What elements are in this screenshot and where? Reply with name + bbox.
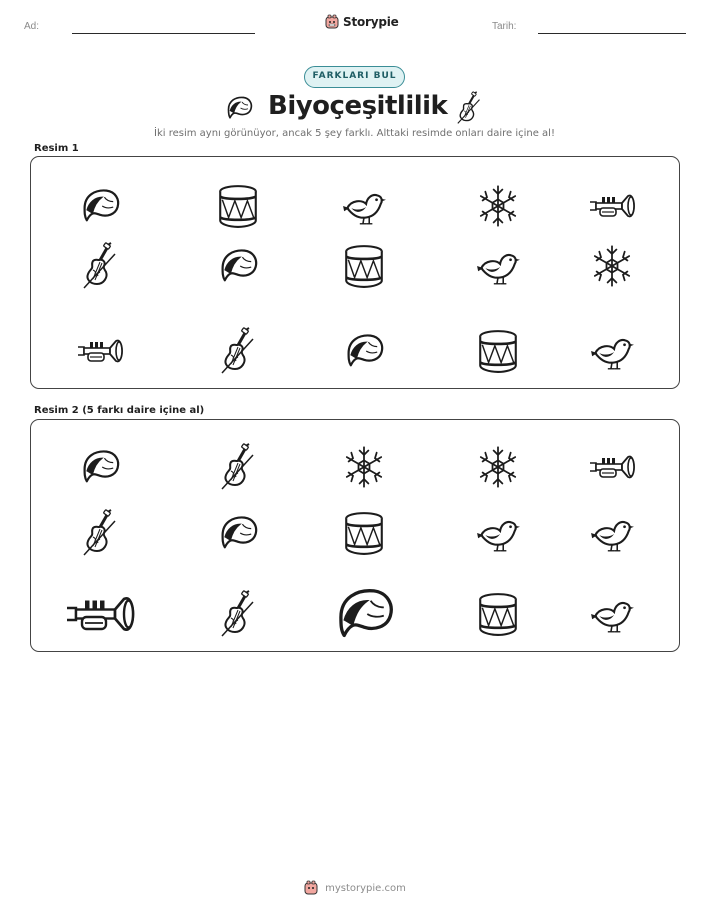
find-differences-badge: FARKLARI BUL <box>304 66 405 88</box>
violin-icon <box>65 237 135 295</box>
bird-icon[interactable] <box>577 585 647 643</box>
bird-icon <box>329 177 399 235</box>
bird-icon <box>463 237 533 295</box>
mascot-icon <box>303 880 319 896</box>
drum-icon <box>329 237 399 295</box>
picture2-label: Resim 2 (5 farkı daire içine al) <box>34 405 205 416</box>
violin-icon <box>455 91 483 129</box>
picture2-panel[interactable] <box>30 419 680 652</box>
bird-icon <box>577 322 647 380</box>
trumpet-icon[interactable] <box>48 571 153 658</box>
worksheet-header <box>0 14 709 40</box>
instructions-text: İki resim aynı görünüyor, ancak 5 şey farklı. Alttaki resimde onları daire içine al! <box>154 128 555 139</box>
snowflake-icon <box>463 177 533 235</box>
picture1-panel <box>30 156 680 389</box>
violin-icon[interactable] <box>203 438 273 496</box>
drum-icon[interactable] <box>463 585 533 643</box>
name-line[interactable] <box>72 33 255 34</box>
toucan-beak-icon <box>224 93 254 127</box>
brand-name: Storypie <box>343 15 399 29</box>
toucan-beak-icon <box>329 322 399 380</box>
brand-logo <box>324 14 399 30</box>
toucan-beak-icon[interactable] <box>312 571 417 658</box>
trumpet-icon <box>65 322 135 380</box>
violin-icon <box>203 322 273 380</box>
picture1-label: Resim 1 <box>34 143 79 154</box>
footer <box>0 880 709 896</box>
drum-icon <box>463 322 533 380</box>
snowflake-icon[interactable] <box>463 438 533 496</box>
drum-icon[interactable] <box>329 504 399 562</box>
violin-icon[interactable] <box>203 585 273 643</box>
title-row <box>0 90 709 130</box>
snowflake-icon <box>577 237 647 295</box>
footer-url: mystorypie.com <box>325 882 406 894</box>
violin-icon[interactable] <box>65 504 135 562</box>
drum-icon <box>203 177 273 235</box>
name-label: Ad: <box>24 21 40 32</box>
toucan-beak-icon[interactable] <box>203 504 273 562</box>
trumpet-icon <box>577 177 647 235</box>
snowflake-icon[interactable] <box>329 438 399 496</box>
bird-icon[interactable] <box>577 504 647 562</box>
trumpet-icon[interactable] <box>577 438 647 496</box>
toucan-beak-icon <box>203 237 273 295</box>
page-title: Biyoçeşitlilik <box>268 91 448 121</box>
date-label: Tarih: <box>492 21 517 32</box>
bird-icon[interactable] <box>463 504 533 562</box>
mascot-icon <box>324 14 340 30</box>
date-line[interactable] <box>538 33 686 34</box>
toucan-beak-icon[interactable] <box>65 438 135 496</box>
toucan-beak-icon <box>65 177 135 235</box>
